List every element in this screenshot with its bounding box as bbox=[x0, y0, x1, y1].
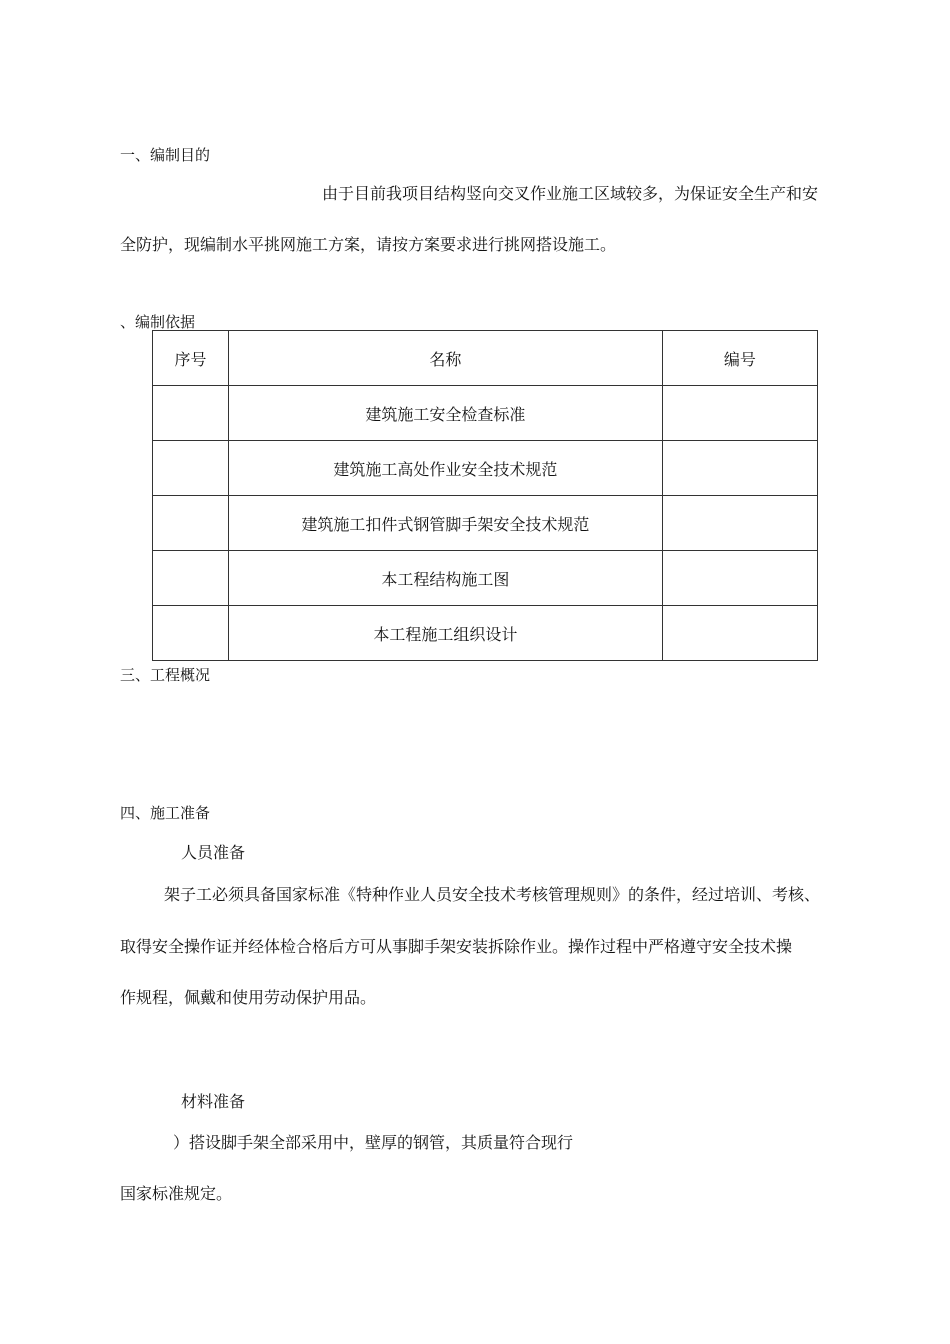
table-cell-no bbox=[153, 386, 229, 441]
table-cell-name: 建筑施工安全检查标准 bbox=[229, 386, 663, 441]
table-cell-code bbox=[662, 551, 817, 606]
section-heading-basis: 、编制依据 bbox=[120, 313, 196, 331]
section-heading-overview: 三、工程概况 bbox=[120, 666, 211, 684]
table-cell-no bbox=[153, 441, 229, 496]
table-cell-no bbox=[153, 606, 229, 661]
subheading-materials: 材料准备 bbox=[181, 1092, 246, 1111]
table-cell-name: 建筑施工高处作业安全技术规范 bbox=[229, 441, 663, 496]
table-header-name: 名称 bbox=[229, 331, 663, 386]
table-cell-code bbox=[662, 606, 817, 661]
purpose-paragraph-line-2: 全防护，现编制水平挑网施工方案，请按方案要求进行挑网搭设施工。 bbox=[120, 235, 617, 254]
table-cell-code bbox=[662, 441, 817, 496]
section-heading-preparation: 四、施工准备 bbox=[120, 804, 211, 822]
table-cell-name: 本工程结构施工图 bbox=[229, 551, 663, 606]
table-row bbox=[153, 386, 818, 441]
personnel-paragraph-line-3: 作规程，佩戴和使用劳动保护用品。 bbox=[120, 988, 377, 1007]
table-header-no: 序号 bbox=[153, 331, 229, 386]
table-header-code: 编号 bbox=[662, 331, 817, 386]
table-row bbox=[153, 606, 818, 661]
materials-paragraph-line-2: 国家标准规定。 bbox=[120, 1184, 233, 1203]
purpose-paragraph-line-1: 由于目前我项目结构竖向交叉作业施工区域较多，为保证安全生产和安 bbox=[322, 184, 819, 203]
table-row bbox=[153, 496, 818, 551]
personnel-paragraph-line-2: 取得安全操作证并经体检合格后方可从事脚手架安装拆除作业。操作过程中严格遵守安全技术操 bbox=[120, 937, 793, 956]
table-header-row bbox=[153, 331, 818, 386]
basis-table bbox=[152, 330, 818, 661]
personnel-paragraph-line-1: 架子工必须具备国家标准《特种作业人员安全技术考核管理规则》的条件，经过培训、考核、 bbox=[164, 885, 821, 904]
section-heading-purpose: 一、编制目的 bbox=[120, 146, 211, 164]
table-row bbox=[153, 551, 818, 606]
subheading-personnel: 人员准备 bbox=[181, 843, 246, 862]
materials-paragraph-line-1: ）搭设脚手架全部采用中，壁厚的钢管，其质量符合现行 bbox=[173, 1133, 574, 1152]
table-cell-no bbox=[153, 551, 229, 606]
table-row bbox=[153, 441, 818, 496]
table-cell-name: 建筑施工扣件式钢管脚手架安全技术规范 bbox=[229, 496, 663, 551]
table-cell-no bbox=[153, 496, 229, 551]
table-cell-name: 本工程施工组织设计 bbox=[229, 606, 663, 661]
table-cell-code bbox=[662, 496, 817, 551]
table-cell-code bbox=[662, 386, 817, 441]
